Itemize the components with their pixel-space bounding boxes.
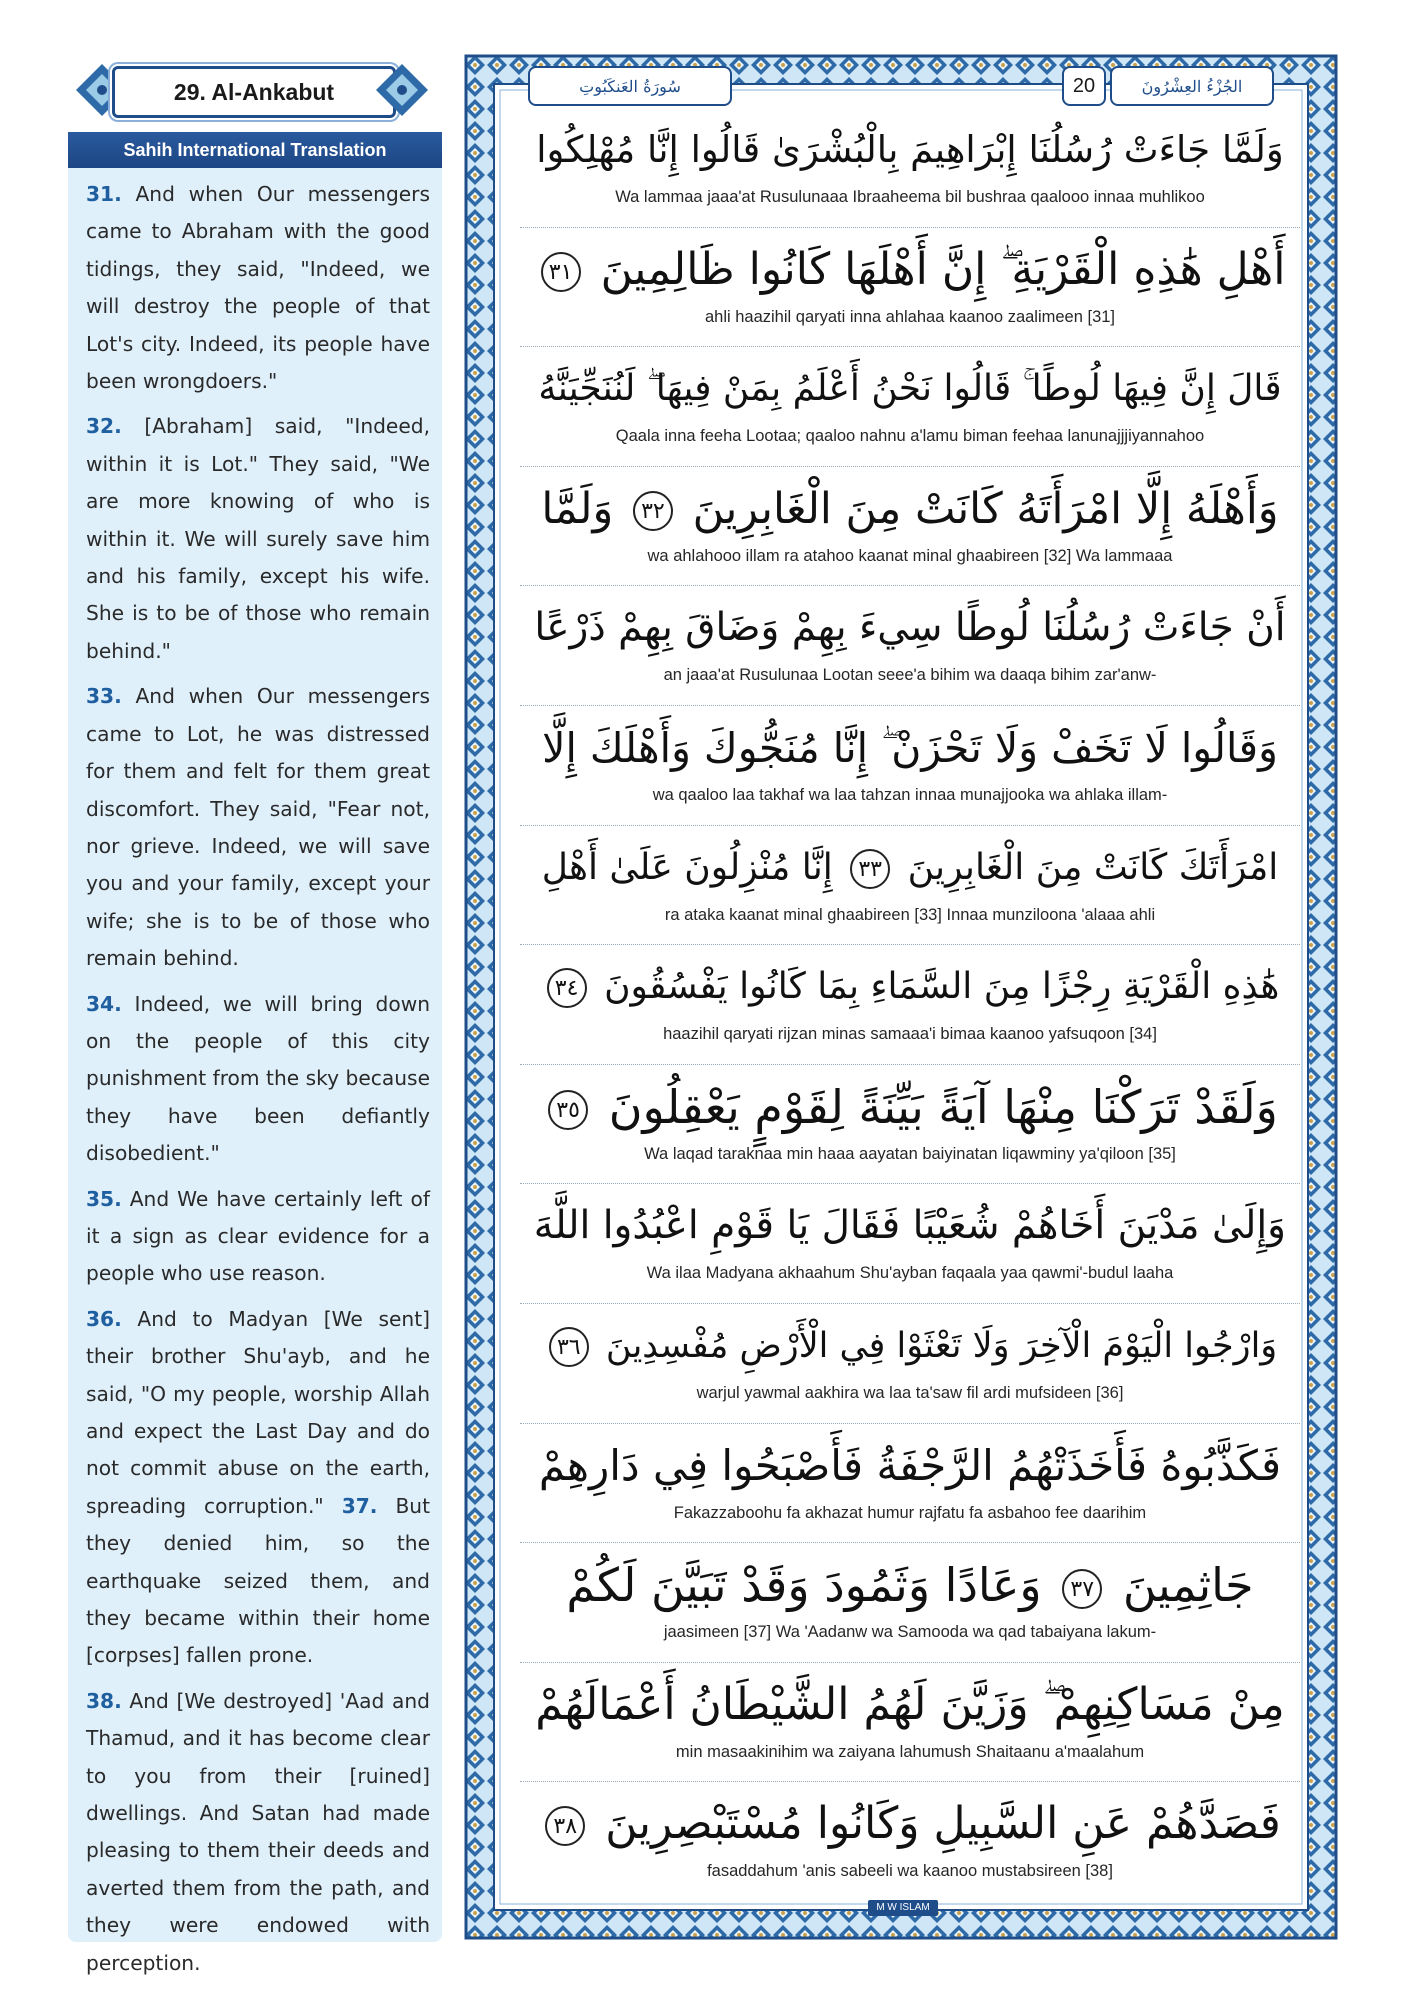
arabic-text: وَإِلَىٰ مَدْيَنَ أَخَاهُمْ شُعَيْبًا فَقَالَ يَا قَوْمِ اعْبُدُوا اللَّهَ [533, 1203, 1286, 1249]
translation-verse-31 [86, 176, 430, 400]
arabic-text: جَاثِمِينَ ٣٧ وَعَادًا وَثَمُودَ وَقَدْ تَبَيَّنَ لَكُمْ [566, 1558, 1254, 1613]
quran-line [520, 1065, 1300, 1185]
quran-line [520, 1663, 1300, 1783]
translation-header: Sahih International Translation [68, 132, 442, 168]
quran-lines [520, 108, 1300, 1901]
transliteration: Wa lammaa jaaa'at Rusulunaaa Ibraaheema bil bushraa qaalooo innaa muhlikoo [615, 188, 1205, 206]
verse-text: And to Madyan [We sent] their brother Shu'ayb, and he said, "O my people, worship Allah and expect the Last Day and do not commit abuse on the earth, spreading corruption." [86, 1306, 430, 1518]
translation-verse-33 [86, 678, 430, 977]
surah-title-cartouche [72, 60, 432, 120]
arabic-text: وَلَمَّا جَاءَتْ رُسُلُنَا إِبْرَاهِيمَ بِالْبُشْرَىٰ قَالُوا إِنَّا مُهْلِكُوا [536, 128, 1284, 171]
quran-line [520, 1424, 1300, 1544]
verse-end-marker-icon: ٣٧ [1062, 1569, 1102, 1609]
translation-verse-36-37 [86, 1301, 430, 1675]
verse-text: And [We destroyed] 'Aad and Thamud, and it has become clear to you from their [ruined] dwellings. And Satan had made pleasing to them their deeds and averted them from the path, and they were endowed with perception. [86, 1688, 430, 1975]
arabic-text: وَأَهْلَهُ إِلَّا امْرَأَتَهُ كَانَتْ مِنَ الْغَابِرِينَ ٣٢ وَلَمَّا [541, 483, 1279, 534]
verse-text: And when Our messengers came to Lot, he was distressed for them and felt for them great discomfort. They said, "Fear not, nor grieve. Indeed, we will save you and your family, except your wife; she is to be of those who remain behind. [86, 684, 430, 971]
transliteration: min masaakinihim wa zaiyana lahumush Shaitaanu a'maalahum [675, 1742, 1145, 1761]
publisher-mark: M W ISLAM [868, 1900, 938, 1916]
transliteration: fasaddahum 'anis sabeeli wa kaanoo mustabsireen [38] [707, 1862, 1113, 1881]
verse-number: 31. [86, 182, 122, 206]
quran-line [520, 945, 1300, 1065]
arabic-text: وَلَقَدْ تَرَكْنَا مِنْهَا آيَةً بَيِّنَةً لِقَوْمٍ يَعْقِلُونَ ٣٥ [534, 1069, 1286, 1145]
verse-end-marker-icon: ٣١ [541, 252, 581, 292]
arabic-text: هَٰذِهِ الْقَرْيَةِ رِجْزًا مِنَ السَّمَاءِ بِمَا كَانُوا يَفْسُقُونَ ٣٤ [534, 949, 1286, 1025]
transliteration: warjul yawmal aakhira wa laa ta'saw fil ardi mufsideen [36] [696, 1383, 1124, 1402]
verse-end-marker-icon: ٣٦ [549, 1327, 589, 1367]
verse-text: Indeed, we will bring down on the people of this city punishment from the sky because they have been defiantly disobedient." [86, 991, 431, 1166]
quran-line [520, 1304, 1300, 1424]
arabic-text: مِنْ مَسَاكِنِهِمْ ۖ وَزَيَّنَ لَهُمُ الشَّيْطَانُ أَعْمَالَهُمْ [535, 1678, 1285, 1730]
quran-line [520, 826, 1300, 946]
arabic-text: قَالَ إِنَّ فِيهَا لُوطًا ۚ قَالُوا نَحْنُ أَعْلَمُ بِمَنْ فِيهَا ۖ لَنُنَجِّيَنَّهُ [538, 368, 1282, 410]
page-number: 20 [1062, 66, 1106, 106]
quran-line [520, 1782, 1300, 1901]
arabic-text: وَقَالُوا لَا تَخَفْ وَلَا تَحْزَنْ ۖ إِنَّا مُنَجُّوكَ وَأَهْلَكَ إِلَّا [542, 723, 1278, 772]
verse-text: And when Our messengers came to Abraham with the good tidings, they said, "Indeed, we will destroy the people of that Lot's city. Indeed, its people have been wrongdoers." [86, 182, 430, 394]
quran-line [520, 1184, 1300, 1304]
quran-line [520, 467, 1300, 587]
transliteration: Fakazzaboohu fa akhazat humur rajfatu fa asbahoo fee daarihim [673, 1503, 1147, 1522]
arabic-text: أَنْ جَاءَتْ رُسُلُنَا لُوطًا سِيءَ بِهِمْ وَضَاقَ بِهِمْ ذَرْعًا [534, 605, 1286, 651]
quran-line [520, 586, 1300, 706]
verse-end-marker-icon: ٣٤ [547, 968, 587, 1008]
surah-title: 29. Al-Ankabut [173, 78, 335, 105]
transliteration: Wa ilaa Madyana akhaahum Shu'ayban faqaala yaa qawmi'-budul laaha [646, 1264, 1174, 1283]
translation-body [68, 168, 442, 1982]
quran-line [520, 228, 1300, 348]
transliteration: haazihil qaryati rijzan minas samaaa'i bimaa kaanoo yafsuqoon [34] [663, 1025, 1157, 1044]
quran-line [520, 108, 1300, 228]
transliteration: Wa laqad taraknaa min haaa aayatan baiyinatan liqawminy ya'qiloon [35] [644, 1144, 1176, 1163]
quran-line [520, 706, 1300, 826]
transliteration: ahli haazihil qaryati inna ahlahaa kaanoo zaalimeen [31] [704, 307, 1116, 326]
quran-line [520, 1543, 1300, 1663]
verse-end-marker-icon: ٣٢ [633, 491, 673, 531]
verse-text: And We have certainly left of it a sign as clear evidence for a people who use reason. [86, 1186, 431, 1286]
verse-number: 34. [86, 991, 122, 1016]
verse-text: But they denied him, so the earthquake seized them, and they became within their home [corpses] fallen prone. [86, 1493, 431, 1668]
verse-end-marker-icon: ٣٥ [548, 1090, 588, 1130]
arabic-text: أَهْلِ هَٰذِهِ الْقَرْيَةِ ۖ إِنَّ أَهْلَهَا كَانُوا ظَالِمِينَ ٣١ [534, 232, 1286, 308]
surah-name-header: سُورَةُ العَنكَبُوتِ [528, 66, 732, 106]
verse-number: 36. [86, 1306, 122, 1331]
translation-verse-32 [86, 408, 430, 670]
juz-header: الجُزْءُ العِشْرُونَ [1110, 66, 1274, 106]
surah-title-box [112, 66, 396, 118]
verse-text: [Abraham] said, "Indeed, within it is Lot." They said, "We are more knowing of who is within it. We will surely save him and his family, except his wife. She is to be of those who remain behind." [86, 414, 431, 663]
transliteration: Qaala inna feeha Lootaa; qaaloo nahnu a'lamu biman feehaa lanunajjjiyannahoo [615, 427, 1205, 446]
mushaf-header [528, 66, 1274, 104]
arabic-text: فَصَدَّهُمْ عَنِ السَّبِيلِ وَكَانُوا مُسْتَبْصِرِينَ ٣٨ [534, 1786, 1286, 1862]
arabic-text: فَكَذَّبُوهُ فَأَخَذَتْهُمُ الرَّجْفَةُ فَأَصْبَحُوا فِي دَارِهِمْ [538, 1440, 1282, 1490]
transliteration: wa ahlahooo illam ra atahoo kaanat minal ghaabireen [32] Wa lammaaa [647, 546, 1173, 565]
verse-number: 32. [86, 414, 122, 439]
verse-number: 33. [86, 684, 122, 709]
translation-verse-35 [86, 1181, 430, 1293]
arabic-text: وَارْجُوا الْيَوْمَ الْآخِرَ وَلَا تَعْثَوْا فِي الْأَرْضِ مُفْسِدِينَ ٣٦ [534, 1308, 1286, 1384]
verse-end-marker-icon: ٣٨ [545, 1806, 585, 1846]
verse-end-marker-icon: ٣٣ [850, 849, 890, 889]
verse-number: 37. [341, 1493, 378, 1518]
ornament-right-icon [372, 60, 432, 120]
arabic-text: امْرَأَتَكَ كَانَتْ مِنَ الْغَابِرِينَ ٣٣ إِنَّا مُنْزِلُونَ عَلَىٰ أَهْلِ [541, 846, 1279, 888]
verse-number: 38. [86, 1688, 122, 1713]
transliteration: ra ataka kaanat minal ghaabireen [33] Innaa munziloona 'alaaa ahli [664, 905, 1156, 924]
translation-verse-38 [86, 1683, 430, 1982]
translation-verse-34 [86, 986, 430, 1173]
verse-number: 35. [86, 1186, 122, 1211]
transliteration: jaasimeen [37] Wa 'Aadanw wa Samooda wa qad tabaiyana lakum- [663, 1623, 1157, 1642]
transliteration: an jaaa'at Rusulunaa Lootan seee'a bihim wa daaqa bihim zar'anw- [663, 666, 1157, 685]
transliteration: wa qaaloo laa takhaf wa laa tahzan innaa munajjooka wa ahlaka illam- [652, 785, 1168, 804]
quran-line [520, 347, 1300, 467]
translation-panel [68, 132, 442, 1975]
